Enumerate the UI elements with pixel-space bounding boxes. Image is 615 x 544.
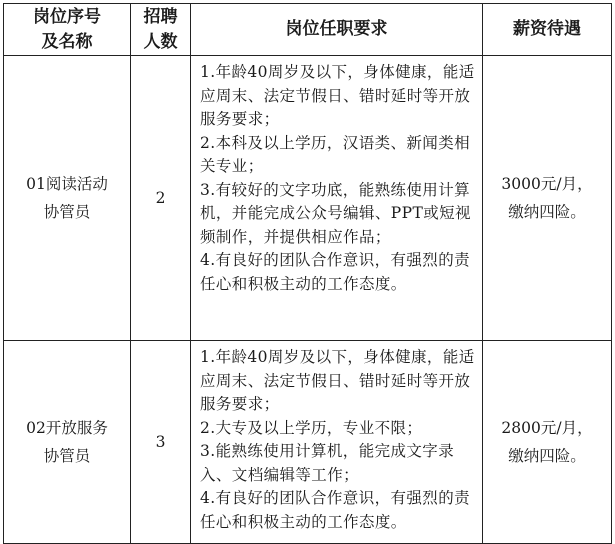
row-1-requirements xyxy=(191,56,483,341)
row-2-count xyxy=(131,341,191,544)
header-position xyxy=(4,4,131,56)
requirement-item: 3.有较好的文字功底，能熟练使用计算机，并能完成公众号编辑、PPT或短视频制作，并提供相应作品； xyxy=(200,180,471,246)
table-row xyxy=(4,341,612,544)
requirement-item: 3.能熟练使用计算机，能完成文字录入、文档编辑等工作； xyxy=(200,442,455,484)
job-requirements-table xyxy=(3,3,612,544)
requirement-item: 4.有良好的团队合作意识，有强烈的责任心和积极主动的工作态度。 xyxy=(200,489,470,531)
position-name: 02开放服务 协管员 xyxy=(26,419,108,465)
row-1-position xyxy=(4,56,131,341)
row-1-count xyxy=(131,56,191,341)
row-2-requirements xyxy=(191,341,483,544)
hire-count: 3 xyxy=(155,433,166,451)
requirement-item: 2.本科及以上学历，汉语类、新闻类相关专业； xyxy=(200,133,470,175)
header-salary xyxy=(483,4,612,56)
requirement-item: 1.年龄40周岁及以下，身体健康，能适应周末、法定节假日、错时延时等开放服务要求； xyxy=(200,348,475,413)
header-position-label: 岗位序号 及名称 xyxy=(33,6,101,52)
header-salary-label: 薪资待遇 xyxy=(513,19,581,39)
requirement-item: 2.大专及以上学历，专业不限； xyxy=(200,418,423,437)
row-1-salary xyxy=(483,56,612,341)
table-row xyxy=(4,56,612,341)
position-name: 01阅读活动 协管员 xyxy=(26,175,108,221)
requirement-item: 1.年龄40周岁及以下，身体健康，能适应周末、法定节假日、错时延时等开放服务要求； xyxy=(200,63,475,128)
table-header-row xyxy=(4,4,612,56)
row-2-position xyxy=(4,341,131,544)
salary-text: 2800元/月， 缴纳四险。 xyxy=(501,419,593,465)
header-count-label: 招聘 人数 xyxy=(143,6,178,52)
salary-text: 3000元/月， 缴纳四险。 xyxy=(501,175,593,221)
requirement-item: 4.有良好的团队合作意识，有强烈的责任心和积极主动的工作态度。 xyxy=(200,251,470,293)
header-count xyxy=(131,4,191,56)
row-2-salary xyxy=(483,341,612,544)
hire-count: 2 xyxy=(155,189,166,207)
header-requirements-label: 岗位任职要求 xyxy=(285,19,388,39)
header-requirements xyxy=(191,4,483,56)
